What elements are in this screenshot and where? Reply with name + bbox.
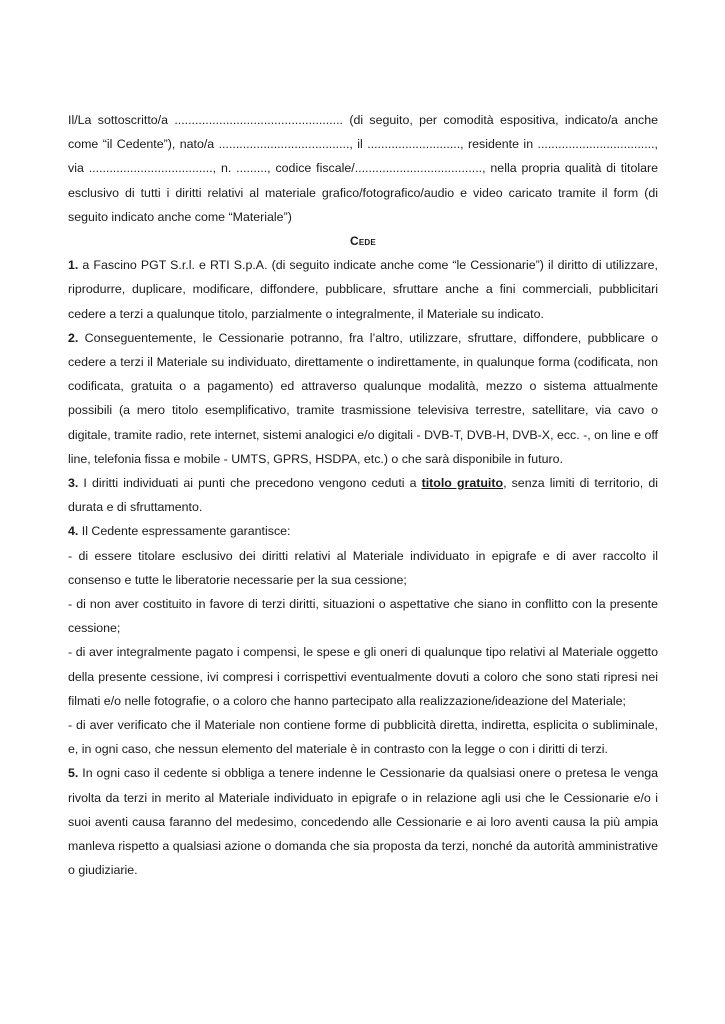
clause-text: In ogni caso il cedente si obbliga a tenere indenne le Cessionarie da qualsiasi onere o pretesa le venga rivolta da terzi in merito al Materiale individuato in epigrafe o in relazione agli usi che le Cessionarie e/o i suoi aventi causa faranno del medesimo, concedendo alle Cessionarie e ai loro aventi causa la più ampia manleva rispetto a qualsiasi azione o domanda che sia proposta da terzi, nonché da autorità amministrative o giudiziarie. bbox=[68, 766, 658, 878]
guarantee-item: - di aver verificato che il Materiale non contiene forme di pubblicità diretta, indiretta, esplicita o subliminale, e, in ogni caso, che nessun elemento del materiale è in contrasto con la legge o con i diritti di terzi. bbox=[68, 718, 658, 757]
section-heading: Cede bbox=[350, 234, 376, 249]
free-of-charge-emphasis: titolo gratuito bbox=[421, 476, 504, 491]
clause-number: 2. bbox=[68, 330, 79, 345]
clause-4 bbox=[68, 519, 658, 543]
guarantee-item: - di essere titolare esclusivo dei diritti relativi al Materiale individuato in epigrafe e di aver raccolto il consenso e tutte le liberatorie necessarie per la sua cessione; bbox=[68, 548, 658, 587]
clause-5 bbox=[68, 761, 658, 882]
clause-number: 1. bbox=[68, 258, 79, 273]
clause-number: 5. bbox=[68, 766, 79, 781]
clause-1 bbox=[68, 253, 658, 326]
document-page bbox=[68, 108, 658, 883]
clause-text: Conseguentemente, le Cessionarie potranno, fra l’altro, utilizzare, sfruttare, diffondere, pubblicare o cedere a terzi il Materiale su individuato, direttamente o indirettamente, in qualunque forma (codificata, non codificata, gratuita o a pagamento) ed attraverso qualunque modalità, mezzo o sistema attualmente possibili (a mero titolo esemplificativo, tramite trasmissione televisiva terrestre, satellitare, via cavo o digitale, tramite radio, rete internet, sistemi analogici e/o digitali - DVB-T, DVB-H, DVB-X, ecc. -, on line e off line, telefonia fissa e mobile - UMTS, GPRS, HSDPA, etc.) o che sarà disponibile in futuro. bbox=[68, 330, 658, 466]
clause-text: a Fascino PGT S.r.l. e RTI S.p.A. (di seguito indicate anche come “le Cessionarie”) il diritto di utilizzare, riprodurre, duplicare, modificare, diffondere, pubblicare, sfruttare anche a fini commerciali, pubblicitari cedere a terzi a qualunque titolo, parzialmente o integralmente, il Materiale su indicato. bbox=[68, 258, 658, 321]
intro-paragraph: Il/La sottoscritto/a ................................................. (di seguito, per comodità espositiva, indicato/a anche come “il Cedente”), nato/a ......................................, il ..........................., residente in .................................., via ...................................., n. ........., codice fiscale/....................................., nella propria qualità di titolare esclusivo di tutti i diritti relativi al materiale grafico/fotografico/audio e video caricato tramite il form (di seguito indicato anche come “Materiale”) bbox=[68, 113, 658, 224]
clause-2 bbox=[68, 326, 658, 471]
guarantee-item: - di non aver costituito in favore di terzi diritti, situazioni o aspettative che siano in conflitto con la presente cessione; bbox=[68, 597, 658, 636]
guarantee-item: - di aver integralmente pagato i compensi, le spese e gli oneri di qualunque tipo relativi al Materiale oggetto della presente cessione, ivi compresi i corrispettivi eventualmente dovuti a coloro che sono stati ripresi nei filmati e/o nelle fotografie, o a coloro che hanno partecipato alla realizzazione/ideazione del Materiale; bbox=[68, 645, 658, 708]
clause-number: 4. bbox=[68, 524, 79, 539]
clause-text: Il Cedente espressamente garantisce: bbox=[78, 524, 291, 539]
clause-text: I diritti individuati ai punti che precedono vengono ceduti a bbox=[78, 476, 422, 491]
clause-number: 3. bbox=[68, 476, 79, 491]
clause-3 bbox=[68, 471, 658, 519]
clause-text: , senza limiti di territorio, di durata e di sfruttamento. bbox=[68, 476, 658, 515]
